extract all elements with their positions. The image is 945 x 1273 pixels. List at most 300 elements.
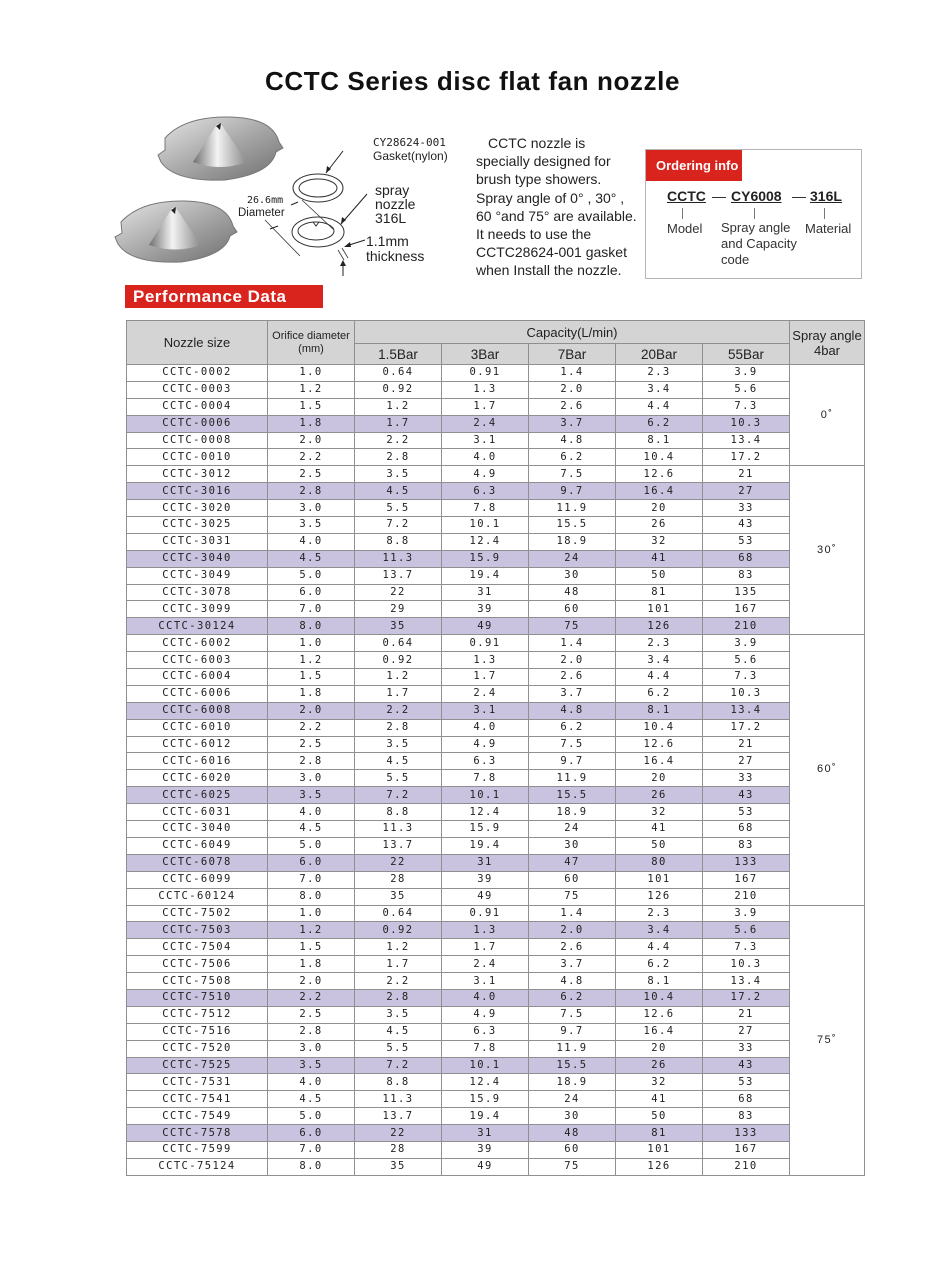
orifice-cell: 5.0 — [268, 837, 355, 854]
table-row — [127, 618, 865, 635]
orifice-cell: 6.0 — [268, 854, 355, 871]
table-row — [127, 922, 865, 939]
capacity-cell: 7.3 — [703, 939, 790, 956]
capacity-cell: 3.5 — [355, 736, 442, 753]
capacity-cell: 30 — [529, 837, 616, 854]
capacity-cell: 48 — [529, 1125, 616, 1142]
capacity-cell: 10.3 — [703, 415, 790, 432]
orifice-cell: 2.0 — [268, 702, 355, 719]
table-row — [127, 973, 865, 990]
capacity-cell: 3.9 — [703, 635, 790, 652]
capacity-cell: 3.1 — [442, 432, 529, 449]
capacity-cell: 35 — [355, 618, 442, 635]
capacity-cell: 43 — [703, 1057, 790, 1074]
nozzle-size-cell: CCTC-3016 — [127, 483, 268, 500]
capacity-cell: 28 — [355, 871, 442, 888]
capacity-cell: 167 — [703, 601, 790, 618]
capacity-cell: 1.2 — [355, 398, 442, 415]
capacity-cell: 48 — [529, 584, 616, 601]
capacity-cell: 3.4 — [616, 381, 703, 398]
capacity-cell: 0.91 — [442, 635, 529, 652]
capacity-cell: 3.4 — [616, 652, 703, 669]
separator-dash: — — [792, 188, 806, 204]
orifice-cell: 8.0 — [268, 888, 355, 905]
capacity-cell: 10.3 — [703, 685, 790, 702]
capacity-cell: 81 — [616, 584, 703, 601]
capacity-cell: 68 — [703, 550, 790, 567]
orifice-cell: 2.5 — [268, 1006, 355, 1023]
capacity-cell: 41 — [616, 550, 703, 567]
capacity-cell: 17.2 — [703, 449, 790, 466]
orifice-cell: 5.0 — [268, 1108, 355, 1125]
orifice-cell: 3.5 — [268, 787, 355, 804]
capacity-code: CY6008 — [731, 188, 782, 204]
orifice-cell: 3.5 — [268, 517, 355, 534]
capacity-cell: 68 — [703, 1091, 790, 1108]
capacity-cell: 4.8 — [529, 432, 616, 449]
capacity-cell: 126 — [616, 618, 703, 635]
capacity-cell: 1.4 — [529, 905, 616, 922]
spray-angle-cell: 75˚ — [790, 905, 865, 1175]
nozzle-size-cell: CCTC-6002 — [127, 635, 268, 652]
capacity-cell: 1.7 — [355, 956, 442, 973]
capacity-cell: 6.3 — [442, 483, 529, 500]
orifice-cell: 1.2 — [268, 381, 355, 398]
table-row — [127, 1006, 865, 1023]
nozzle-size-cell: CCTC-7541 — [127, 1091, 268, 1108]
capacity-cell: 1.2 — [355, 939, 442, 956]
table-row — [127, 1141, 865, 1158]
capacity-cell: 12.6 — [616, 466, 703, 483]
capacity-cell: 6.2 — [616, 685, 703, 702]
nozzle-size-cell: CCTC-6078 — [127, 854, 268, 871]
capacity-cell: 5.5 — [355, 770, 442, 787]
product-description — [476, 134, 638, 280]
table-row — [127, 517, 865, 534]
nozzle-size-cell: CCTC-3040 — [127, 550, 268, 567]
capacity-cell: 24 — [529, 550, 616, 567]
capacity-cell: 7.5 — [529, 736, 616, 753]
capacity-cell: 15.9 — [442, 821, 529, 838]
nozzle-disc-image-bottom — [113, 196, 238, 268]
capacity-cell: 1.7 — [442, 398, 529, 415]
orifice-cell: 2.0 — [268, 432, 355, 449]
orifice-cell: 4.5 — [268, 821, 355, 838]
capacity-cell: 1.4 — [529, 365, 616, 382]
capacity-cell: 27 — [703, 1023, 790, 1040]
orifice-cell: 2.5 — [268, 466, 355, 483]
capacity-cell: 21 — [703, 736, 790, 753]
capacity-cell: 0.64 — [355, 635, 442, 652]
orifice-cell: 2.8 — [268, 483, 355, 500]
orifice-cell: 6.0 — [268, 584, 355, 601]
capacity-cell: 2.3 — [616, 365, 703, 382]
ordering-info-heading: Ordering info — [646, 150, 742, 181]
capacity-cell: 5.5 — [355, 500, 442, 517]
capacity-cell: 10.1 — [442, 787, 529, 804]
table-row — [127, 989, 865, 1006]
capacity-cell: 8.1 — [616, 432, 703, 449]
nozzle-size-cell: CCTC-7506 — [127, 956, 268, 973]
thickness-value: 1.1mm — [366, 233, 409, 249]
capacity-cell: 2.8 — [355, 449, 442, 466]
nozzle-size-cell: CCTC-6006 — [127, 685, 268, 702]
ordering-info-box — [645, 149, 862, 279]
table-row — [127, 1057, 865, 1074]
orifice-cell: 5.0 — [268, 567, 355, 584]
capacity-cell: 75 — [529, 1158, 616, 1175]
capacity-cell: 47 — [529, 854, 616, 871]
nozzle-size-cell: CCTC-7520 — [127, 1040, 268, 1057]
capacity-cell: 3.7 — [529, 415, 616, 432]
nozzle-size-cell: CCTC-7549 — [127, 1108, 268, 1125]
capacity-cell: 5.6 — [703, 922, 790, 939]
capacity-cell: 16.4 — [616, 753, 703, 770]
table-row — [127, 1125, 865, 1142]
capacity-cell: 13.7 — [355, 837, 442, 854]
capacity-cell: 210 — [703, 1158, 790, 1175]
nozzle-size-cell: CCTC-6012 — [127, 736, 268, 753]
capacity-cell: 1.7 — [442, 669, 529, 686]
capacity-cell: 167 — [703, 1141, 790, 1158]
header-pressure-1-5bar: 1.5Bar — [355, 344, 442, 365]
performance-table-body — [127, 365, 865, 1176]
capacity-cell: 2.2 — [355, 702, 442, 719]
capacity-cell: 3.1 — [442, 973, 529, 990]
capacity-cell: 21 — [703, 1006, 790, 1023]
capacity-cell: 53 — [703, 533, 790, 550]
table-row — [127, 702, 865, 719]
capacity-cell: 11.9 — [529, 770, 616, 787]
table-row — [127, 635, 865, 652]
capacity-tick — [754, 208, 755, 219]
orifice-cell: 2.0 — [268, 973, 355, 990]
capacity-cell: 126 — [616, 888, 703, 905]
header-orifice-line: Orifice diameter — [272, 329, 350, 342]
capacity-cell: 32 — [616, 1074, 703, 1091]
table-row — [127, 1074, 865, 1091]
capacity-cell: 6.2 — [529, 719, 616, 736]
table-row — [127, 365, 865, 382]
nozzle-size-cell: CCTC-3078 — [127, 584, 268, 601]
nozzle-size-cell: CCTC-3040 — [127, 821, 268, 838]
capacity-cell: 15.9 — [442, 1091, 529, 1108]
nozzle-size-cell: CCTC-0002 — [127, 365, 268, 382]
capacity-cell: 6.2 — [529, 989, 616, 1006]
capacity-cell: 4.8 — [529, 973, 616, 990]
capacity-cell: 6.2 — [616, 415, 703, 432]
nozzle-size-cell: CCTC-6016 — [127, 753, 268, 770]
capacity-cell: 1.7 — [355, 685, 442, 702]
capacity-cell: 39 — [442, 871, 529, 888]
capacity-cell: 4.4 — [616, 669, 703, 686]
diameter-label: Diameter — [238, 207, 285, 219]
table-row — [127, 837, 865, 854]
capacity-cell: 3.7 — [529, 956, 616, 973]
gasket-label: Gasket(nylon) — [373, 149, 448, 163]
orifice-cell: 1.8 — [268, 685, 355, 702]
nozzle-size-cell: CCTC-6049 — [127, 837, 268, 854]
table-row — [127, 1091, 865, 1108]
capacity-cell: 2.4 — [442, 956, 529, 973]
separator-dash: — — [712, 188, 726, 204]
capacity-cell: 20 — [616, 770, 703, 787]
spray-nozzle-label-3: 316L — [375, 210, 407, 226]
table-row — [127, 584, 865, 601]
header-spray-angle-pressure: 4bar — [813, 342, 841, 358]
orifice-cell: 4.5 — [268, 550, 355, 567]
capacity-cell: 2.8 — [355, 719, 442, 736]
capacity-cell: 8.8 — [355, 804, 442, 821]
capacity-cell: 21 — [703, 466, 790, 483]
capacity-cell: 8.1 — [616, 702, 703, 719]
capacity-cell: 4.0 — [442, 449, 529, 466]
header-orifice-diameter — [268, 321, 355, 365]
capacity-cell: 19.4 — [442, 837, 529, 854]
capacity-label-line: Spray angle — [721, 220, 791, 235]
capacity-cell: 9.7 — [529, 753, 616, 770]
capacity-cell: 2.0 — [529, 922, 616, 939]
capacity-cell: 28 — [355, 1141, 442, 1158]
capacity-cell: 6.3 — [442, 1023, 529, 1040]
capacity-cell: 11.9 — [529, 1040, 616, 1057]
header-nozzle-size: Nozzle size — [127, 321, 268, 365]
capacity-cell: 2.2 — [355, 432, 442, 449]
model-tick — [682, 208, 683, 219]
nozzle-size-cell: CCTC-6008 — [127, 702, 268, 719]
capacity-cell: 7.2 — [355, 517, 442, 534]
spray-angle-cell: 0˚ — [790, 365, 865, 466]
capacity-cell: 3.9 — [703, 365, 790, 382]
capacity-cell: 2.6 — [529, 398, 616, 415]
material-tick — [824, 208, 825, 219]
table-row — [127, 685, 865, 702]
orifice-cell: 1.2 — [268, 652, 355, 669]
capacity-cell: 3.5 — [355, 1006, 442, 1023]
table-row — [127, 939, 865, 956]
capacity-cell: 30 — [529, 1108, 616, 1125]
header-pressure-20bar: 20Bar — [616, 344, 703, 365]
capacity-cell: 39 — [442, 601, 529, 618]
table-row — [127, 871, 865, 888]
capacity-cell: 7.2 — [355, 787, 442, 804]
capacity-cell: 5.6 — [703, 381, 790, 398]
orifice-cell: 2.2 — [268, 449, 355, 466]
capacity-cell: 49 — [442, 618, 529, 635]
spray-angle-cell: 60˚ — [790, 635, 865, 905]
spray-angle-cell: 30˚ — [790, 466, 865, 635]
capacity-cell: 10.4 — [616, 989, 703, 1006]
capacity-cell: 33 — [703, 1040, 790, 1057]
capacity-cell: 83 — [703, 1108, 790, 1125]
capacity-cell: 50 — [616, 1108, 703, 1125]
capacity-cell: 10.1 — [442, 517, 529, 534]
capacity-cell: 33 — [703, 500, 790, 517]
capacity-cell: 15.5 — [529, 1057, 616, 1074]
capacity-cell: 60 — [529, 871, 616, 888]
capacity-cell: 19.4 — [442, 567, 529, 584]
capacity-cell: 68 — [703, 821, 790, 838]
capacity-cell: 135 — [703, 584, 790, 601]
capacity-cell: 3.4 — [616, 922, 703, 939]
table-row — [127, 905, 865, 922]
table-row — [127, 1040, 865, 1057]
nozzle-size-cell: CCTC-7502 — [127, 905, 268, 922]
header-spray-angle — [790, 321, 865, 365]
capacity-cell: 75 — [529, 888, 616, 905]
table-row — [127, 804, 865, 821]
capacity-cell: 26 — [616, 517, 703, 534]
nozzle-size-cell: CCTC-6025 — [127, 787, 268, 804]
capacity-cell: 133 — [703, 1125, 790, 1142]
capacity-cell: 3.1 — [442, 702, 529, 719]
capacity-cell: 24 — [529, 821, 616, 838]
nozzle-size-cell: CCTC-60124 — [127, 888, 268, 905]
orifice-cell: 4.0 — [268, 1074, 355, 1091]
capacity-cell: 16.4 — [616, 1023, 703, 1040]
nozzle-size-cell: CCTC-0010 — [127, 449, 268, 466]
capacity-cell: 13.7 — [355, 567, 442, 584]
table-row — [127, 652, 865, 669]
table-row — [127, 381, 865, 398]
capacity-cell: 2.0 — [529, 381, 616, 398]
capacity-cell: 41 — [616, 821, 703, 838]
performance-data-heading: Performance Data — [125, 285, 323, 308]
capacity-label-line: code — [721, 252, 750, 267]
capacity-cell: 101 — [616, 601, 703, 618]
header-pressure-55bar: 55Bar — [703, 344, 790, 365]
table-row — [127, 601, 865, 618]
capacity-cell: 13.4 — [703, 973, 790, 990]
capacity-cell: 39 — [442, 1141, 529, 1158]
nozzle-size-cell: CCTC-3031 — [127, 533, 268, 550]
model-code: CCTC — [667, 188, 706, 204]
capacity-cell: 18.9 — [529, 533, 616, 550]
capacity-label-line: and Capacity — [721, 236, 797, 251]
capacity-cell: 18.9 — [529, 804, 616, 821]
capacity-cell: 12.4 — [442, 804, 529, 821]
table-row — [127, 821, 865, 838]
capacity-cell: 0.64 — [355, 905, 442, 922]
capacity-cell: 4.0 — [442, 989, 529, 1006]
orifice-cell: 7.0 — [268, 601, 355, 618]
table-row — [127, 567, 865, 584]
capacity-cell: 12.4 — [442, 533, 529, 550]
capacity-cell: 33 — [703, 770, 790, 787]
capacity-cell: 7.8 — [442, 770, 529, 787]
material-label: Material — [805, 221, 852, 236]
nozzle-size-cell: CCTC-0003 — [127, 381, 268, 398]
capacity-cell: 10.3 — [703, 956, 790, 973]
capacity-cell: 6.2 — [529, 449, 616, 466]
capacity-cell: 1.3 — [442, 381, 529, 398]
capacity-cell: 2.3 — [616, 635, 703, 652]
nozzle-size-cell: CCTC-75124 — [127, 1158, 268, 1175]
capacity-cell: 133 — [703, 854, 790, 871]
thickness-label: thickness — [366, 248, 425, 264]
capacity-cell: 9.7 — [529, 1023, 616, 1040]
orifice-cell: 4.0 — [268, 533, 355, 550]
nozzle-size-cell: CCTC-7512 — [127, 1006, 268, 1023]
orifice-cell: 3.5 — [268, 1057, 355, 1074]
gasket-nozzle-diagram — [230, 130, 470, 280]
capacity-cell: 26 — [616, 787, 703, 804]
capacity-cell: 32 — [616, 533, 703, 550]
capacity-cell: 7.2 — [355, 1057, 442, 1074]
capacity-cell: 2.4 — [442, 415, 529, 432]
nozzle-size-cell: CCTC-3012 — [127, 466, 268, 483]
capacity-cell: 7.3 — [703, 669, 790, 686]
capacity-cell: 7.8 — [442, 1040, 529, 1057]
capacity-cell: 1.2 — [355, 669, 442, 686]
nozzle-size-cell: CCTC-3099 — [127, 601, 268, 618]
orifice-cell: 7.0 — [268, 1141, 355, 1158]
capacity-cell: 13.4 — [703, 702, 790, 719]
table-row — [127, 500, 865, 517]
capacity-cell: 4.9 — [442, 1006, 529, 1023]
capacity-cell: 10.4 — [616, 449, 703, 466]
capacity-cell: 2.0 — [529, 652, 616, 669]
capacity-cell: 4.9 — [442, 466, 529, 483]
capacity-cell: 4.4 — [616, 939, 703, 956]
capacity-cell: 0.92 — [355, 922, 442, 939]
orifice-cell: 3.0 — [268, 770, 355, 787]
capacity-cell: 4.4 — [616, 398, 703, 415]
capacity-cell: 101 — [616, 1141, 703, 1158]
nozzle-size-cell: CCTC-7525 — [127, 1057, 268, 1074]
capacity-cell: 1.7 — [442, 939, 529, 956]
capacity-cell: 5.6 — [703, 652, 790, 669]
capacity-cell: 3.5 — [355, 466, 442, 483]
capacity-cell: 1.7 — [355, 415, 442, 432]
nozzle-size-cell: CCTC-7531 — [127, 1074, 268, 1091]
nozzle-size-cell: CCTC-0008 — [127, 432, 268, 449]
orifice-cell: 1.8 — [268, 956, 355, 973]
model-label: Model — [667, 221, 703, 236]
capacity-cell: 101 — [616, 871, 703, 888]
capacity-cell: 9.7 — [529, 483, 616, 500]
orifice-cell: 1.5 — [268, 398, 355, 415]
nozzle-size-cell: CCTC-7504 — [127, 939, 268, 956]
orifice-cell: 1.0 — [268, 635, 355, 652]
orifice-cell: 2.8 — [268, 1023, 355, 1040]
orifice-cell: 1.8 — [268, 415, 355, 432]
capacity-cell: 4.5 — [355, 753, 442, 770]
capacity-cell: 12.6 — [616, 1006, 703, 1023]
capacity-cell: 11.3 — [355, 550, 442, 567]
capacity-cell: 22 — [355, 1125, 442, 1142]
capacity-cell: 83 — [703, 837, 790, 854]
orifice-cell: 2.8 — [268, 753, 355, 770]
capacity-cell: 22 — [355, 584, 442, 601]
capacity-cell: 1.3 — [442, 652, 529, 669]
table-row — [127, 854, 865, 871]
nozzle-size-cell: CCTC-30124 — [127, 618, 268, 635]
nozzle-size-cell: CCTC-0006 — [127, 415, 268, 432]
capacity-cell: 15.5 — [529, 517, 616, 534]
nozzle-size-cell: CCTC-6004 — [127, 669, 268, 686]
orifice-cell: 2.2 — [268, 989, 355, 1006]
capacity-cell: 210 — [703, 888, 790, 905]
gasket-code-label: CY28624-001 — [373, 136, 446, 149]
capacity-cell: 20 — [616, 1040, 703, 1057]
capacity-cell: 11.9 — [529, 500, 616, 517]
capacity-cell: 50 — [616, 837, 703, 854]
capacity-cell: 17.2 — [703, 719, 790, 736]
capacity-cell: 8.1 — [616, 973, 703, 990]
table-row — [127, 753, 865, 770]
capacity-cell: 4.8 — [529, 702, 616, 719]
